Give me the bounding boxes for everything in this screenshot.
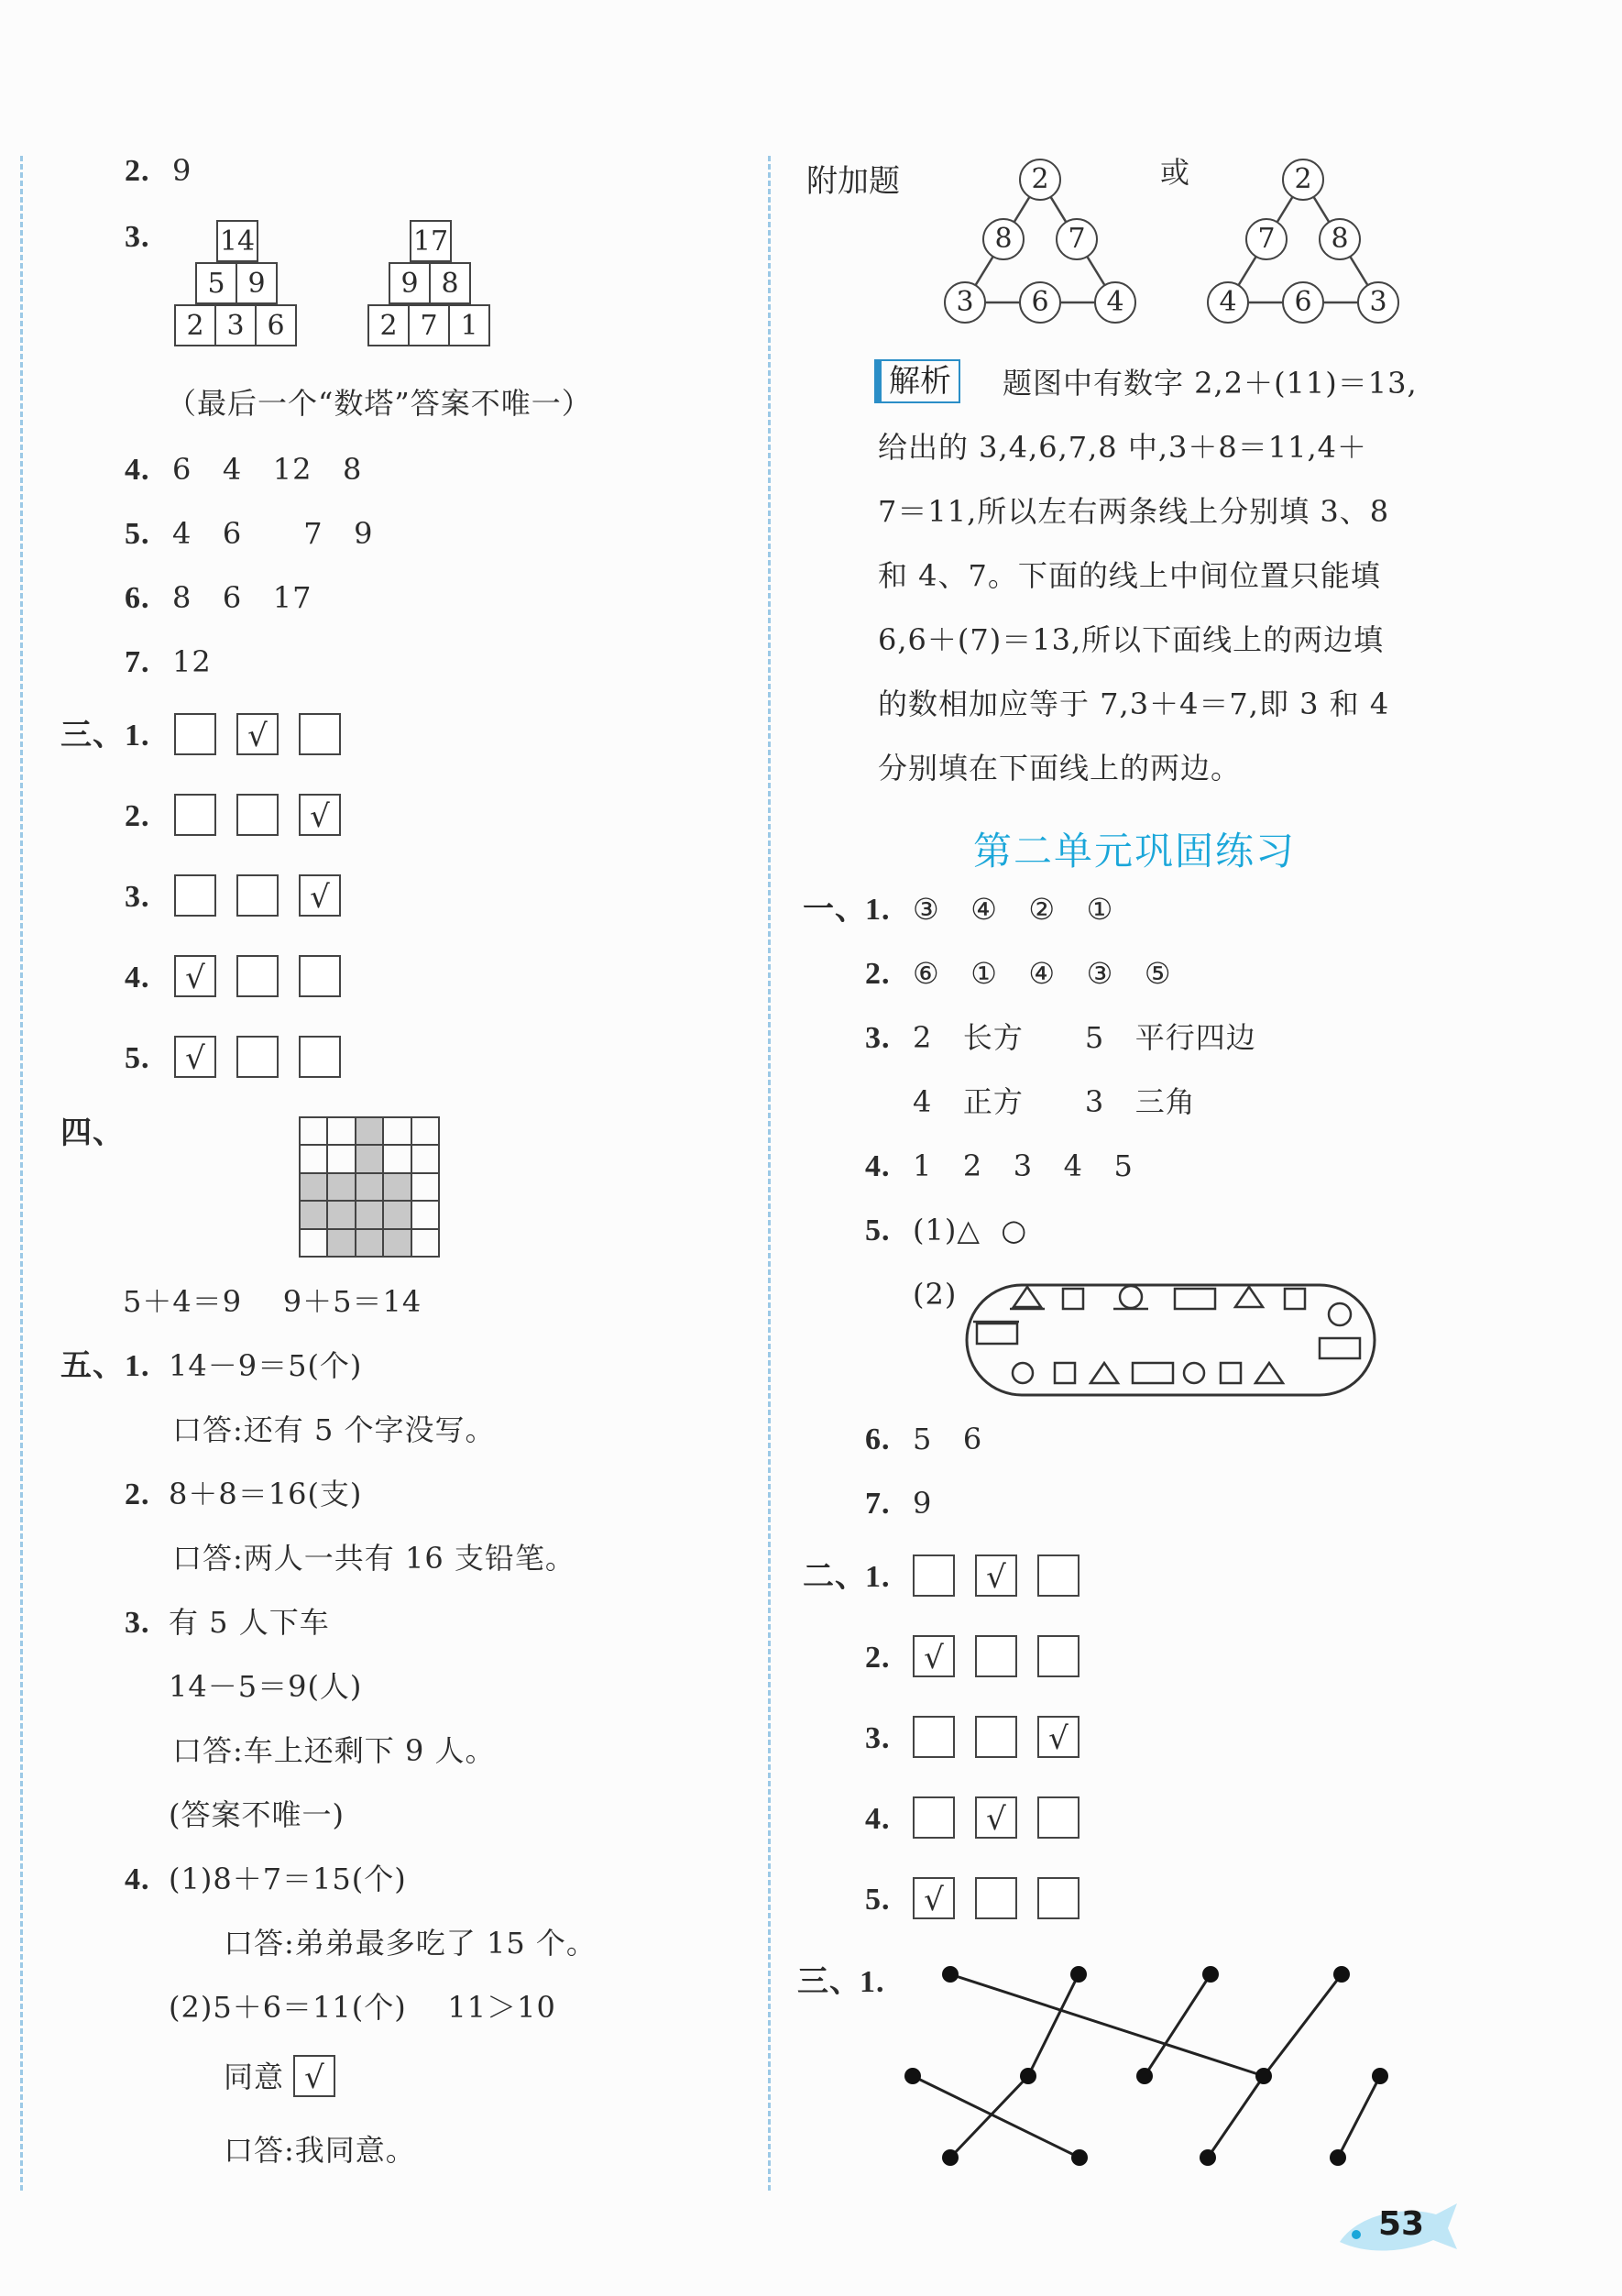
page-number: 53 [1378, 2205, 1425, 2243]
tower-cell: 14 [216, 220, 258, 262]
circle-node: 4 [1207, 281, 1249, 324]
wu-q3-answer: 口答:车上还剩下 9 人。 [172, 1733, 496, 1768]
yi-q6-number: 6. [865, 1423, 891, 1456]
right-san-q1-number: 1. [860, 1965, 885, 1999]
section-wu-label: 五、 [60, 1349, 125, 1383]
tower-cell: 1 [448, 304, 490, 346]
section-yi-label: 一、 [803, 893, 867, 927]
wu-q3-line1: 有 5 人下车 [169, 1605, 330, 1640]
checkbox-row-number: 2. [865, 1641, 891, 1675]
analysis-line: 的数相加应等于 7,3＋4＝7,即 3 和 4 [878, 687, 1390, 721]
checkbox-row-number: 2. [125, 799, 150, 833]
answer-checkbox[interactable]: √ [913, 1877, 955, 1919]
analysis-line: 分别填在下面线上的两边。 [878, 751, 1242, 785]
checkbox-row-number: 3. [865, 1721, 891, 1755]
yi-q4-answer: 1 2 3 4 5 [913, 1148, 1134, 1183]
tower-cell: 7 [408, 304, 450, 346]
wu-q2-equation: 8＋8＝16(支) [169, 1477, 363, 1511]
circle-node: 8 [982, 218, 1025, 260]
wu-q2-number: 2. [125, 1478, 150, 1511]
circle-node: 7 [1245, 218, 1288, 260]
yi-q2-number: 2. [865, 957, 891, 991]
tower-cell: 2 [174, 304, 216, 346]
agree-label: 同意 [224, 2060, 285, 2094]
yi-q5-number: 5. [865, 1214, 891, 1247]
q6-answer: 8 6 17 [172, 580, 312, 615]
checkbox-row-number: 5. [125, 1041, 150, 1075]
match-dot [1020, 2068, 1036, 2084]
q3-note: （最后一个“数塔”答案不唯一） [167, 386, 592, 421]
wu-q1-equation: 14－9＝5(个) [169, 1348, 363, 1383]
checkbox-row-number: 4. [125, 961, 150, 994]
q3-number: 3. [125, 220, 150, 254]
q4-number: 4. [125, 453, 150, 487]
answer-checkbox[interactable]: √ [299, 794, 341, 836]
wu-q4-answer2: 口答:我同意。 [224, 2133, 416, 2168]
yi-q3-line2: 4 正方 3 三角 [913, 1084, 1196, 1119]
match-dot [1255, 2068, 1272, 2084]
match-dot [904, 2068, 921, 2084]
yi-q1-number: 1. [865, 893, 891, 927]
answer-checkbox[interactable]: √ [913, 1635, 955, 1677]
match-dot [942, 2149, 959, 2166]
or-label: 或 [1160, 155, 1191, 190]
page-number-badge [1331, 2196, 1459, 2260]
section-san-label-right: 三、 [797, 1965, 861, 1999]
bonus-label: 附加题 [806, 163, 900, 200]
analysis-line: 7＝11,所以左右两条线上分别填 3、8 [878, 494, 1390, 529]
section-si-label: 四、 [60, 1116, 125, 1150]
si-equation: 5＋4＝9 9＋5＝14 [123, 1284, 422, 1319]
section-san-label: 三、 [60, 719, 125, 753]
tower-cell: 6 [255, 304, 297, 346]
yi-q6-answer: 5 6 [913, 1422, 983, 1456]
answer-checkbox[interactable]: √ [174, 1036, 216, 1078]
match-dot [1202, 1966, 1219, 1983]
wu-q1-number: 1. [125, 1349, 150, 1383]
yi-q1-answer: ③ ④ ② ① [913, 892, 1114, 927]
wu-q4-part1: (1)8＋7＝15(个) [169, 1862, 407, 1896]
q6-number: 6. [125, 581, 150, 615]
checkbox-row-number: 5. [865, 1883, 891, 1917]
analysis-line: 给出的 3,4,6,7,8 中,3＋8＝11,4＋ [878, 430, 1367, 465]
tower-cell: 17 [410, 220, 452, 262]
wu-q3-equation: 14－5＝9(人) [169, 1669, 363, 1704]
yi-q7-number: 7. [865, 1487, 891, 1521]
wu-q4-number: 4. [125, 1862, 150, 1896]
q7-number: 7. [125, 645, 150, 679]
yi-q3-line1: 2 长方 5 平行四边 [913, 1020, 1256, 1055]
tower-cell: 9 [236, 262, 278, 304]
answer-checkbox[interactable]: √ [299, 874, 341, 917]
yi-q3-number: 3. [865, 1021, 891, 1055]
analysis-line: 6,6＋(7)＝13,所以下面线上的两边填 [878, 622, 1385, 657]
answer-checkbox[interactable]: √ [1037, 1716, 1080, 1758]
circle-node: 2 [1282, 159, 1324, 201]
circle-node: 3 [944, 281, 986, 324]
yi-q5-part1: (1)△ ○ [913, 1213, 1028, 1247]
match-dot [1200, 2149, 1216, 2166]
checkbox-row-number: 4. [865, 1802, 891, 1836]
match-dot [1136, 2068, 1153, 2084]
section-er-label: 二、 [803, 1560, 867, 1594]
yi-q4-number: 4. [865, 1149, 891, 1183]
tower-cell: 5 [195, 262, 237, 304]
answer-checkbox[interactable]: √ [975, 1796, 1017, 1839]
tower-cell: 2 [367, 304, 410, 346]
answer-checkbox[interactable]: √ [236, 713, 279, 755]
checkbox-row-number: 1. [865, 1560, 891, 1594]
match-dot [1333, 1966, 1350, 1983]
wu-q2-answer: 口答:两人一共有 16 支铅笔。 [172, 1541, 575, 1576]
tower-cell: 9 [389, 262, 431, 304]
circle-node: 4 [1094, 281, 1136, 324]
q2-answer: 9 [172, 153, 192, 188]
q5-number: 5. [125, 517, 150, 551]
match-dot [1071, 2149, 1088, 2166]
circle-node: 7 [1056, 218, 1098, 260]
q7-answer: 12 [172, 644, 212, 679]
match-dot [1070, 1966, 1087, 1983]
q4-answer: 6 4 12 8 [172, 452, 363, 487]
circle-node: 6 [1019, 281, 1061, 324]
wu-q1-answer: 口答:还有 5 个字没写。 [172, 1412, 496, 1447]
circle-node: 6 [1282, 281, 1324, 324]
match-dot [942, 1966, 959, 1983]
checkbox-row-number: 1. [125, 719, 150, 753]
yi-q5-part2: (2) [913, 1277, 958, 1312]
answer-checkbox[interactable]: √ [975, 1554, 1017, 1597]
wu-q3-number: 3. [125, 1606, 150, 1640]
tower-cell: 3 [214, 304, 257, 346]
circle-node: 2 [1019, 159, 1061, 201]
tower-cell: 8 [429, 262, 471, 304]
analysis-line: 题图中有数字 2,2＋(11)＝13, [1003, 366, 1418, 401]
section-title: 第二单元巩固练习 [973, 829, 1297, 873]
wu-q3-note: (答案不唯一) [169, 1797, 345, 1832]
checkbox-row-number: 3. [125, 880, 150, 914]
agree-checkbox[interactable]: √ [293, 2055, 335, 2097]
yi-q7-answer: 9 [913, 1486, 933, 1521]
analysis-line: 和 4、7。下面的线上中间位置只能填 [878, 558, 1381, 593]
match-dot [1330, 2149, 1346, 2166]
match-dot [1372, 2068, 1388, 2084]
circle-node: 3 [1357, 281, 1399, 324]
answer-checkbox[interactable]: √ [174, 955, 216, 997]
q2-number: 2. [125, 154, 150, 188]
wu-q4-part2: (2)5＋6＝11(个) 11＞10 [169, 1990, 556, 2025]
wu-q4-answer1: 口答:弟弟最多吃了 15 个。 [224, 1926, 597, 1961]
analysis-tag: 解析 [874, 359, 960, 403]
yi-q2-answer: ⑥ ① ④ ③ ⑤ [913, 956, 1172, 991]
q5-answer: 4 6 7 9 [172, 516, 374, 551]
circle-node: 8 [1319, 218, 1361, 260]
